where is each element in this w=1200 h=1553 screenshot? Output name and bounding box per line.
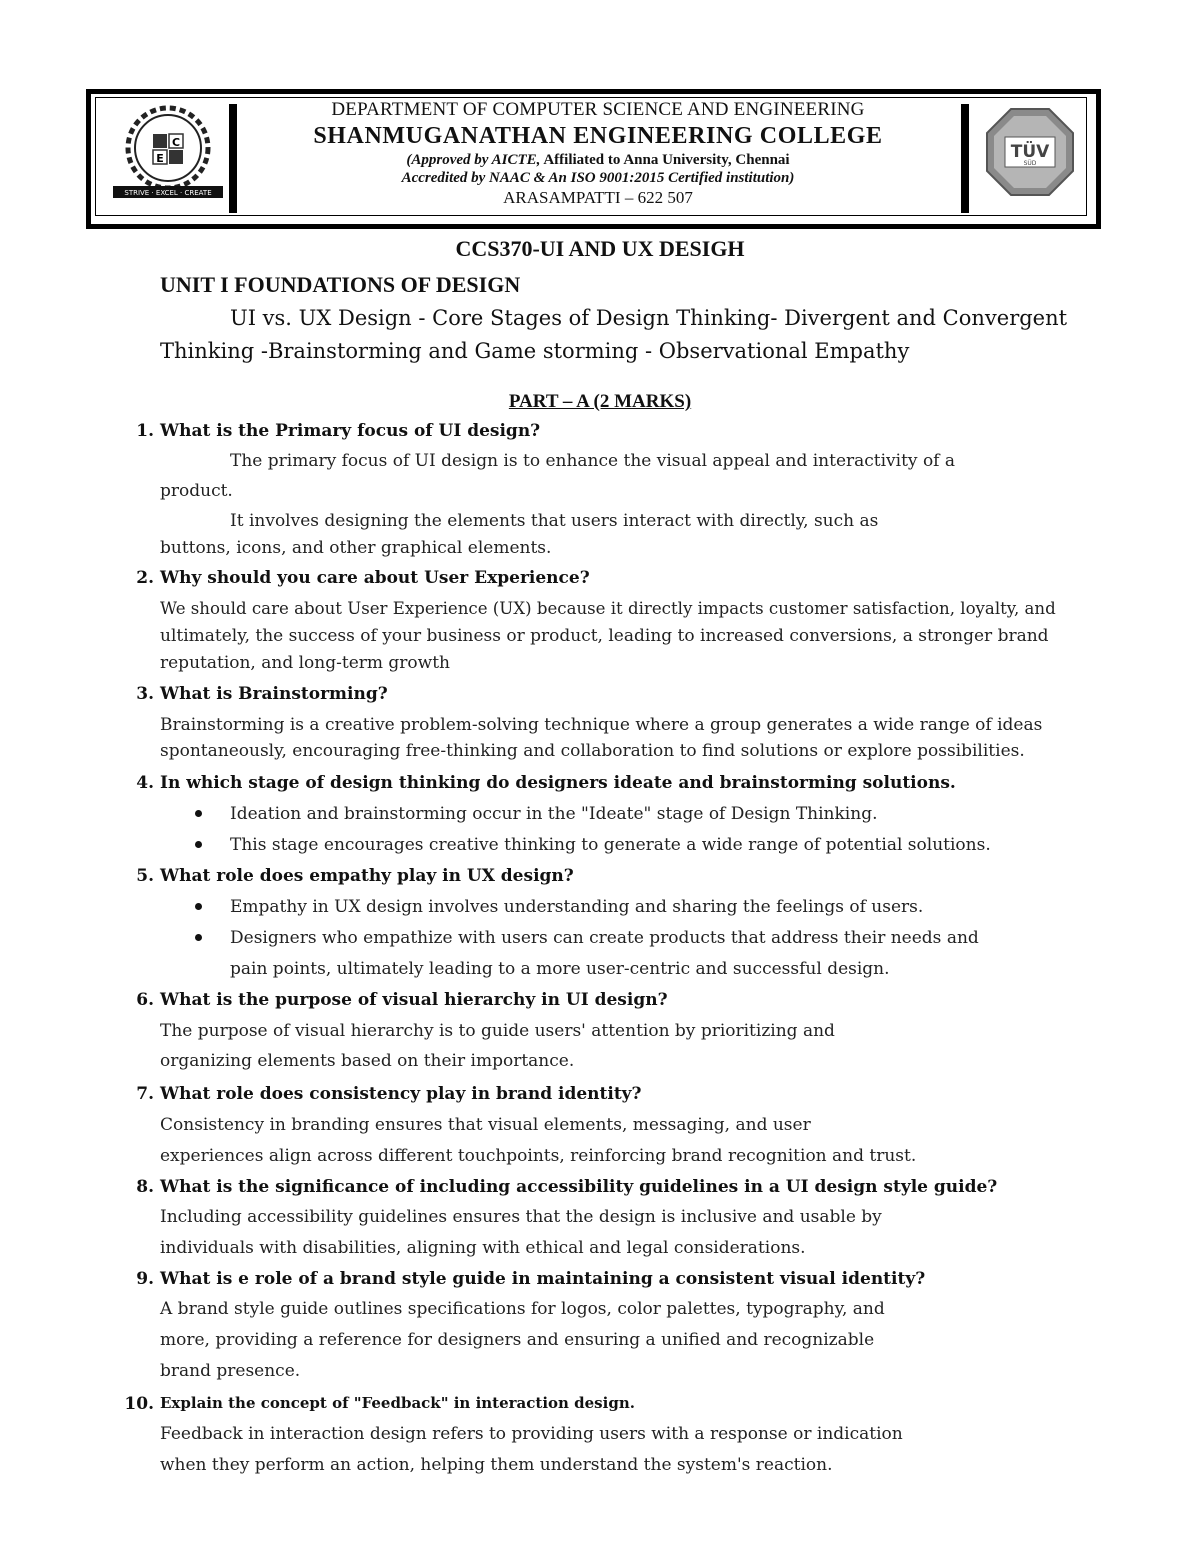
course-title: CCS370-UI AND UX DESIGH [455, 236, 745, 261]
answer-line: individuals with disabilities, aligning with ethical and legal considerations. [160, 1238, 806, 1258]
part-heading: PART – A (2 MARKS) [508, 391, 692, 412]
question-text: Explain the concept of "Feedback" in interaction design. [160, 1394, 635, 1412]
question-number: 4. [136, 773, 154, 793]
question-text: In which stage of design thinking do designers ideate and brainstorming solutions. [160, 773, 956, 793]
question-number: 5. [136, 866, 154, 886]
answer-line: Feedback in interaction design refers to providing users with a response or indication [160, 1424, 903, 1444]
answer-line: buttons, icons, and other graphical elements. [160, 538, 552, 558]
answer-line: Consistency in branding ensures that visual elements, messaging, and user [160, 1115, 811, 1135]
question-text: What role does empathy play in UX design? [160, 866, 574, 886]
answer-line: more, providing a reference for designers and ensuring a unified and recognizable [160, 1330, 875, 1350]
answer-line: Brainstorming is a creative problem-solving technique where a group generates a wide range of ideas [160, 715, 1043, 735]
answer-line: product. [160, 481, 233, 501]
answer-line: ultimately, the success of your business or product, leading to increased conversions, a stronger brand [160, 626, 1049, 646]
bullet-item: Empathy in UX design involves understanding and sharing the feelings of users. [230, 897, 924, 917]
logo-tagline: STRIVE · EXCEL · CREATE [124, 189, 212, 197]
bullet-icon [192, 899, 204, 911]
bullet-icon [192, 930, 204, 942]
bullet-icon [192, 837, 204, 849]
college-address: ARASAMPATTI – 622 507 [503, 187, 693, 207]
unit-title: UNIT I FOUNDATIONS OF DESIGN [160, 272, 521, 297]
question-number: 9. [136, 1269, 154, 1289]
svg-text:TÜV: TÜV [1010, 142, 1050, 162]
question-text: What is e role of a brand style guide in maintaining a consistent visual identity? [160, 1269, 926, 1289]
answer-line: spontaneously, encouraging free-thinking and collaboration to find solutions or explore possibilities. [160, 741, 1025, 761]
answer-line: It involves designing the elements that users interact with directly, such as [230, 511, 879, 531]
answer-line: The primary focus of UI design is to enhance the visual appeal and interactivity of a [230, 451, 956, 471]
svg-text:C: C [171, 136, 181, 149]
question-number: 8. [136, 1177, 154, 1197]
answer-line: reputation, and long-term growth [160, 653, 450, 673]
question-text: What is Brainstorming? [160, 684, 388, 704]
svg-text:E: E [156, 152, 164, 165]
answer-line: We should care about User Experience (UX) because it directly impacts customer satisfaction, loyalty, and [160, 599, 1056, 618]
question-number: 6. [136, 990, 154, 1010]
answer-line: organizing elements based on their importance. [160, 1051, 575, 1071]
question-number: 3. [136, 684, 154, 704]
bullet-icon [192, 806, 204, 818]
question-text: Why should you care about User Experience? [160, 568, 590, 588]
bullet-item: Designers who empathize with users can create products that address their needs and [230, 928, 979, 948]
question-number: 2. [136, 568, 154, 588]
answer-line: brand presence. [160, 1361, 301, 1381]
unit-topics-line-1: UI vs. UX Design - Core Stages of Design Thinking- Divergent and Convergent [230, 306, 1068, 330]
answer-line: experiences align across different touchpoints, reinforcing brand recognition and trust. [160, 1146, 917, 1166]
department-name: DEPARTMENT OF COMPUTER SCIENCE AND ENGINEERING [331, 99, 865, 120]
svg-text:SÜD: SÜD [1023, 160, 1037, 167]
question-text: What is the Primary focus of UI design? [160, 421, 541, 441]
accreditation-line: Accredited by NAAC & An ISO 9001:2015 Certified institution) [401, 169, 795, 186]
college-name: SHANMUGANATHAN ENGINEERING COLLEGE [313, 122, 883, 149]
unit-topics [160, 302, 1140, 368]
affiliation-text: Affiliated to Anna University, Chennai [540, 152, 790, 169]
question-text: What is the significance of including accessibility guidelines in a UI design style guide? [160, 1177, 998, 1197]
question-text: What role does consistency play in brand identity? [160, 1084, 642, 1104]
bullet-item-continued: pain points, ultimately leading to a more user-centric and successful design. [230, 959, 890, 979]
answer-line: Including accessibility guidelines ensures that the design is inclusive and usable by [160, 1207, 882, 1227]
answer-line: when they perform an action, helping them understand the system's reaction. [160, 1455, 833, 1475]
question-number: 7. [136, 1084, 154, 1104]
question-number: 1. [136, 421, 154, 441]
question-number: 10. [124, 1394, 154, 1414]
header-divider-left [229, 104, 237, 213]
header-divider-right [961, 104, 969, 213]
college-logo [109, 104, 227, 200]
bullet-item: This stage encourages creative thinking to generate a wide range of potential solutions. [230, 835, 991, 855]
approval-text: (Approved by AICTE, [406, 152, 541, 169]
unit-topics-line-2: Thinking -Brainstorming and Game storming - Observational Empathy [160, 339, 910, 363]
answer-line: The purpose of visual hierarchy is to guide users' attention by prioritizing and [160, 1021, 835, 1041]
bullet-item: Ideation and brainstorming occur in the "Ideate" stage of Design Thinking. [230, 804, 878, 824]
letterhead-text [240, 99, 956, 207]
question-text: What is the purpose of visual hierarchy in UI design? [160, 990, 668, 1010]
approval-line [240, 152, 956, 169]
tuv-certification-logo [985, 107, 1075, 197]
answer-line: A brand style guide outlines specifications for logos, color palettes, typography, and [160, 1299, 885, 1319]
